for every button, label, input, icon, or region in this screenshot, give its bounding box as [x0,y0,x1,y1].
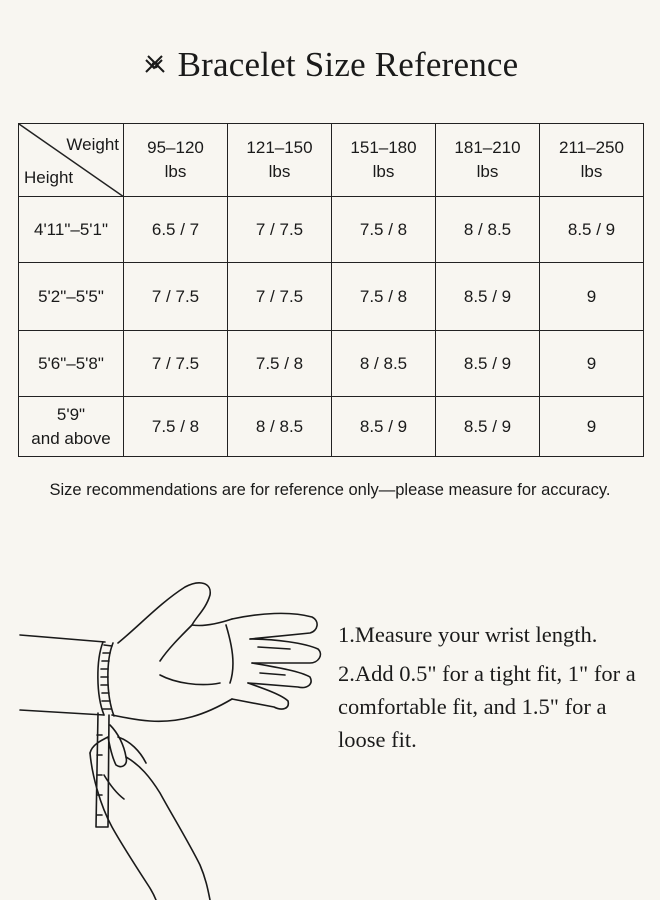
height-cell: 5'9" and above [19,397,124,457]
table-row [19,397,644,457]
disclaimer-note: Size recommendations are for reference only—please measure for accuracy. [49,481,611,499]
size-cell: 9 [540,263,644,331]
weight-column-header: 121–150 lbs [228,124,332,197]
table-header-row [19,124,644,197]
bracelet-icon [142,52,168,78]
hand-measuring-wrist-illustration [0,565,330,900]
title-text: Bracelet Size Reference [177,45,519,84]
size-cell: 7 / 7.5 [124,263,228,331]
size-cell: 8 / 8.5 [436,197,540,263]
weight-column-header: 181–210 lbs [436,124,540,197]
height-axis-label: Height [24,168,74,187]
weight-column-header: 151–180 lbs [332,124,436,197]
step-2: 2.Add 0.5" for a tight fit, 1" for a comfortable fit, and 1.5" for a loose fit. [338,661,636,752]
weight-column-header: 211–250 lbs [540,124,644,197]
weight-axis-label: Weight [66,135,119,154]
size-cell: 8 / 8.5 [332,331,436,397]
size-cell: 7.5 / 8 [124,397,228,457]
size-cell: 7.5 / 8 [332,197,436,263]
size-cell: 8.5 / 9 [540,197,644,263]
size-cell: 7 / 7.5 [228,197,332,263]
table-row [19,331,644,397]
height-cell: 5'2"–5'5" [19,263,124,331]
step-1: 1.Measure your wrist length. [338,622,598,647]
page-title [0,40,660,90]
size-cell: 8.5 / 9 [436,263,540,331]
table-row [19,197,644,263]
size-cell: 8.5 / 9 [436,331,540,397]
size-cell: 8.5 / 9 [436,397,540,457]
size-cell: 8 / 8.5 [228,397,332,457]
size-cell: 7.5 / 8 [332,263,436,331]
size-cell: 6.5 / 7 [124,197,228,263]
size-cell: 9 [540,397,644,457]
size-chart-table [18,123,644,457]
weight-column-header: 95–120 lbs [124,124,228,197]
height-cell: 4'11"–5'1" [19,197,124,263]
size-cell: 8.5 / 9 [332,397,436,457]
corner-header-cell [19,124,124,197]
size-cell: 7 / 7.5 [228,263,332,331]
instructions [338,618,653,762]
size-cell: 9 [540,331,644,397]
size-cell: 7.5 / 8 [228,331,332,397]
size-cell: 7 / 7.5 [124,331,228,397]
table-row [19,263,644,331]
height-cell: 5'6"–5'8" [19,331,124,397]
